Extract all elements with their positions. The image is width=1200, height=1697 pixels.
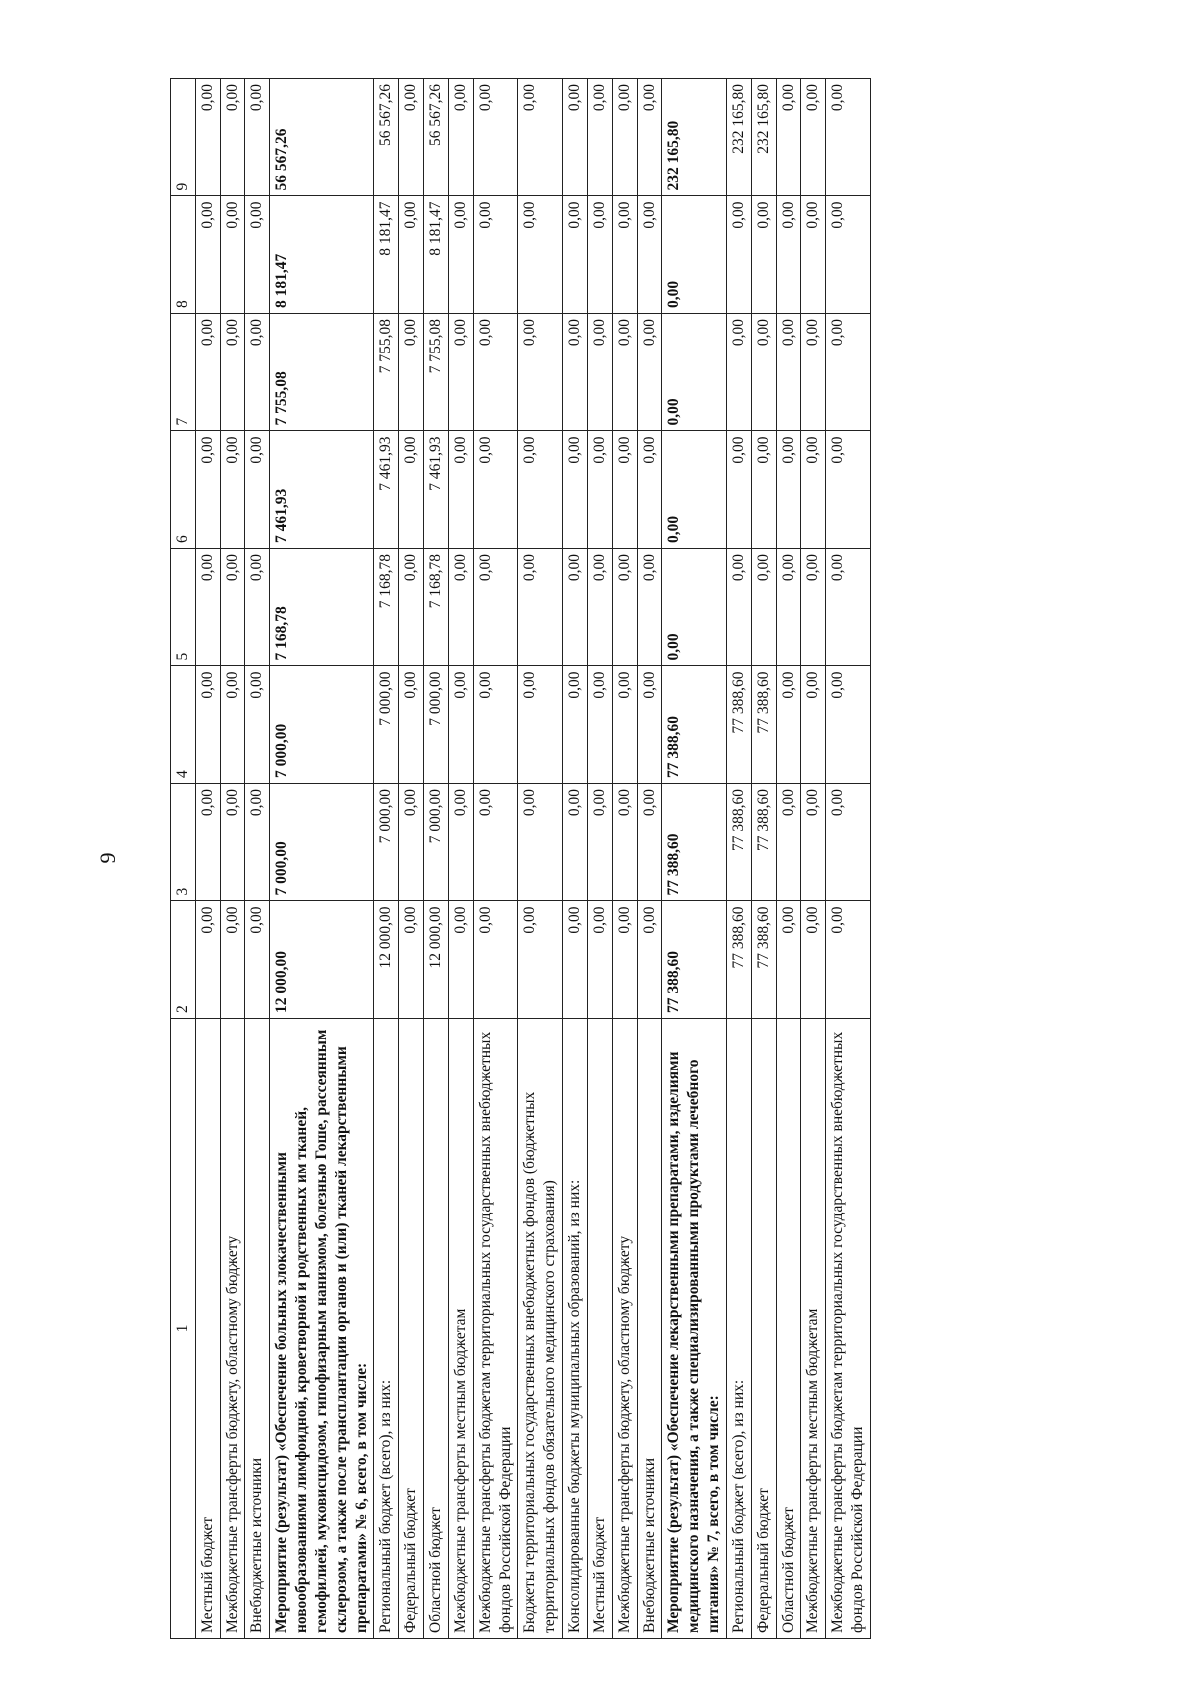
row-value-col-2: 0,00 bbox=[637, 901, 662, 1019]
row-value-col-6: 0,00 bbox=[587, 431, 612, 549]
row-value-col-3: 0,00 bbox=[518, 784, 563, 902]
row-value-col-4: 7 000,00 bbox=[374, 666, 399, 784]
row-value-col-2: 77 388,60 bbox=[751, 901, 776, 1019]
row-label: Местный бюджет bbox=[195, 1019, 220, 1639]
row-label: Региональный бюджет (всего), из них: bbox=[374, 1019, 399, 1639]
row-value-col-4: 0,00 bbox=[776, 666, 801, 784]
table-row bbox=[751, 79, 776, 1639]
row-value-col-7: 0,00 bbox=[563, 314, 588, 432]
row-label: Межбюджетные трансферты бюджету, областному бюджету bbox=[612, 1019, 637, 1639]
column-header-2: 2 bbox=[171, 901, 196, 1019]
row-value-col-2: 0,00 bbox=[776, 901, 801, 1019]
row-value-col-8: 0,00 bbox=[399, 196, 424, 314]
row-label: Местный бюджет bbox=[587, 1019, 612, 1639]
row-value-col-5: 0,00 bbox=[220, 549, 245, 667]
row-value-col-2: 0,00 bbox=[220, 901, 245, 1019]
column-header-9: 9 bbox=[171, 79, 196, 197]
row-label: Мероприятие (результат) «Обеспечение больных злокачественными новообразованиями лимфоидной, кроветворной и родственных им тканей, гемофилией, муковисцидозом, гипофизарным нанизмом, болезнью Гоше, рассеянным склерозом, а также после трансплантации органов и (или) тканей лекарственными препаратами» № 6, всего, в том числе: bbox=[270, 1019, 374, 1639]
row-value-col-6: 0,00 bbox=[637, 431, 662, 549]
column-header-3: 3 bbox=[171, 784, 196, 902]
row-value-col-3: 0,00 bbox=[473, 784, 518, 902]
row-value-col-2: 0,00 bbox=[801, 901, 826, 1019]
row-value-col-7: 0,00 bbox=[220, 314, 245, 432]
row-value-col-5: 0,00 bbox=[518, 549, 563, 667]
row-value-col-6: 0,00 bbox=[612, 431, 637, 549]
column-header-8: 8 bbox=[171, 196, 196, 314]
row-value-col-9: 0,00 bbox=[587, 79, 612, 197]
row-value-col-6: 7 461,93 bbox=[270, 431, 374, 549]
row-value-col-2: 12 000,00 bbox=[270, 901, 374, 1019]
row-value-col-2: 0,00 bbox=[563, 901, 588, 1019]
row-value-col-3: 77 388,60 bbox=[726, 784, 751, 902]
row-value-col-8: 0,00 bbox=[448, 196, 473, 314]
row-value-col-7: 0,00 bbox=[448, 314, 473, 432]
row-value-col-4: 0,00 bbox=[826, 666, 871, 784]
row-value-col-8: 0,00 bbox=[726, 196, 751, 314]
row-value-col-6: 0,00 bbox=[448, 431, 473, 549]
row-value-col-4: 0,00 bbox=[637, 666, 662, 784]
row-value-col-9: 0,00 bbox=[399, 79, 424, 197]
row-value-col-9: 0,00 bbox=[826, 79, 871, 197]
row-label: Внебюджетные источники bbox=[637, 1019, 662, 1639]
row-value-col-8: 0,00 bbox=[473, 196, 518, 314]
row-value-col-7: 0,00 bbox=[776, 314, 801, 432]
table-row bbox=[612, 79, 637, 1639]
row-value-col-8: 0,00 bbox=[751, 196, 776, 314]
column-header-7: 7 bbox=[171, 314, 196, 432]
table-row bbox=[662, 79, 726, 1639]
row-label: Консолидированные бюджеты муниципальных образований, из них: bbox=[563, 1019, 588, 1639]
row-value-col-3: 0,00 bbox=[776, 784, 801, 902]
row-value-col-3: 0,00 bbox=[563, 784, 588, 902]
row-value-col-9: 0,00 bbox=[245, 79, 270, 197]
row-value-col-9: 0,00 bbox=[563, 79, 588, 197]
row-value-col-9: 56 567,26 bbox=[424, 79, 449, 197]
row-label: Федеральный бюджет bbox=[751, 1019, 776, 1639]
table-row bbox=[220, 79, 245, 1639]
row-value-col-9: 56 567,26 bbox=[374, 79, 399, 197]
row-value-col-5: 0,00 bbox=[399, 549, 424, 667]
row-value-col-9: 56 567,26 bbox=[270, 79, 374, 197]
row-value-col-7: 0,00 bbox=[612, 314, 637, 432]
table-row bbox=[826, 79, 871, 1639]
row-value-col-4: 77 388,60 bbox=[726, 666, 751, 784]
row-value-col-6: 0,00 bbox=[518, 431, 563, 549]
table-row bbox=[726, 79, 751, 1639]
row-value-col-9: 0,00 bbox=[801, 79, 826, 197]
row-value-col-7: 0,00 bbox=[518, 314, 563, 432]
table-row bbox=[448, 79, 473, 1639]
row-label: Бюджеты территориальных государственных внебюджетных фондов (бюджетных территориальных фондов обязательного медицинского страхования) bbox=[518, 1019, 563, 1639]
row-value-col-5: 0,00 bbox=[473, 549, 518, 667]
row-value-col-5: 7 168,78 bbox=[270, 549, 374, 667]
row-value-col-2: 0,00 bbox=[399, 901, 424, 1019]
row-value-col-8: 0,00 bbox=[801, 196, 826, 314]
row-value-col-7: 0,00 bbox=[637, 314, 662, 432]
row-value-col-7: 0,00 bbox=[662, 314, 726, 432]
row-value-col-9: 0,00 bbox=[776, 79, 801, 197]
row-value-col-3: 0,00 bbox=[587, 784, 612, 902]
row-value-col-2: 0,00 bbox=[612, 901, 637, 1019]
row-value-col-4: 0,00 bbox=[220, 666, 245, 784]
row-value-col-8: 0,00 bbox=[245, 196, 270, 314]
row-value-col-5: 0,00 bbox=[662, 549, 726, 667]
row-label: Межбюджетные трансферты бюджету, областному бюджету bbox=[220, 1019, 245, 1639]
row-value-col-2: 0,00 bbox=[195, 901, 220, 1019]
row-value-col-3: 0,00 bbox=[826, 784, 871, 902]
row-value-col-2: 0,00 bbox=[587, 901, 612, 1019]
row-value-col-9: 0,00 bbox=[220, 79, 245, 197]
row-value-col-9: 0,00 bbox=[195, 79, 220, 197]
row-label: Мероприятие (результат) «Обеспечение лекарственными препаратами, изделиями медицинского назначения, а также специализированными продуктами лечебного питания» № 7, всего, в том числе: bbox=[662, 1019, 726, 1639]
row-value-col-8: 0,00 bbox=[826, 196, 871, 314]
row-value-col-7: 7 755,08 bbox=[424, 314, 449, 432]
row-value-col-5: 0,00 bbox=[587, 549, 612, 667]
row-value-col-8: 0,00 bbox=[637, 196, 662, 314]
row-value-col-9: 0,00 bbox=[473, 79, 518, 197]
row-value-col-4: 77 388,60 bbox=[662, 666, 726, 784]
row-value-col-4: 0,00 bbox=[245, 666, 270, 784]
row-value-col-3: 7 000,00 bbox=[270, 784, 374, 902]
row-value-col-4: 0,00 bbox=[448, 666, 473, 784]
row-value-col-5: 0,00 bbox=[826, 549, 871, 667]
row-value-col-3: 0,00 bbox=[245, 784, 270, 902]
row-value-col-6: 7 461,93 bbox=[424, 431, 449, 549]
row-value-col-4: 0,00 bbox=[518, 666, 563, 784]
row-value-col-5: 0,00 bbox=[776, 549, 801, 667]
column-header-6: 6 bbox=[171, 431, 196, 549]
row-value-col-6: 0,00 bbox=[662, 431, 726, 549]
row-value-col-8: 0,00 bbox=[776, 196, 801, 314]
row-value-col-3: 0,00 bbox=[399, 784, 424, 902]
row-label: Областной бюджет bbox=[424, 1019, 449, 1639]
row-label: Областной бюджет bbox=[776, 1019, 801, 1639]
row-value-col-4: 0,00 bbox=[473, 666, 518, 784]
row-value-col-3: 7 000,00 bbox=[424, 784, 449, 902]
row-value-col-8: 8 181,47 bbox=[374, 196, 399, 314]
table-row bbox=[374, 79, 399, 1639]
row-value-col-6: 0,00 bbox=[399, 431, 424, 549]
row-value-col-9: 0,00 bbox=[637, 79, 662, 197]
row-value-col-3: 77 388,60 bbox=[662, 784, 726, 902]
row-value-col-6: 0,00 bbox=[801, 431, 826, 549]
row-value-col-8: 0,00 bbox=[563, 196, 588, 314]
row-value-col-3: 0,00 bbox=[195, 784, 220, 902]
row-label: Межбюджетные трансферты бюджетам территориальных государственных внебюджетных фондов Российской Федерации bbox=[826, 1019, 871, 1639]
row-value-col-5: 7 168,78 bbox=[424, 549, 449, 667]
row-value-col-6: 0,00 bbox=[726, 431, 751, 549]
row-value-col-2: 0,00 bbox=[245, 901, 270, 1019]
row-value-col-4: 0,00 bbox=[399, 666, 424, 784]
row-value-col-2: 0,00 bbox=[518, 901, 563, 1019]
row-value-col-6: 0,00 bbox=[220, 431, 245, 549]
row-value-col-8: 8 181,47 bbox=[270, 196, 374, 314]
row-value-col-7: 0,00 bbox=[399, 314, 424, 432]
row-value-col-9: 232 165,80 bbox=[726, 79, 751, 197]
row-value-col-6: 0,00 bbox=[776, 431, 801, 549]
row-label: Региональный бюджет (всего), из них: bbox=[726, 1019, 751, 1639]
table-row bbox=[776, 79, 801, 1639]
table-row bbox=[563, 79, 588, 1639]
row-value-col-9: 0,00 bbox=[518, 79, 563, 197]
row-value-col-5: 0,00 bbox=[751, 549, 776, 667]
row-value-col-6: 0,00 bbox=[826, 431, 871, 549]
column-header-5: 5 bbox=[171, 549, 196, 667]
column-header-1: 1 bbox=[171, 1019, 196, 1639]
row-value-col-7: 0,00 bbox=[245, 314, 270, 432]
row-value-col-5: 0,00 bbox=[612, 549, 637, 667]
row-value-col-8: 0,00 bbox=[587, 196, 612, 314]
budget-table bbox=[170, 78, 871, 1639]
row-value-col-2: 0,00 bbox=[473, 901, 518, 1019]
row-value-col-4: 0,00 bbox=[612, 666, 637, 784]
row-value-col-3: 0,00 bbox=[448, 784, 473, 902]
table-row bbox=[399, 79, 424, 1639]
row-value-col-5: 0,00 bbox=[801, 549, 826, 667]
row-value-col-6: 0,00 bbox=[245, 431, 270, 549]
row-value-col-2: 0,00 bbox=[826, 901, 871, 1019]
row-value-col-9: 232 165,80 bbox=[751, 79, 776, 197]
row-label: Межбюджетные трансферты местным бюджетам bbox=[448, 1019, 473, 1639]
row-value-col-5: 0,00 bbox=[726, 549, 751, 667]
row-value-col-8: 0,00 bbox=[662, 196, 726, 314]
row-value-col-6: 0,00 bbox=[195, 431, 220, 549]
row-value-col-5: 0,00 bbox=[448, 549, 473, 667]
row-value-col-9: 232 165,80 bbox=[662, 79, 726, 197]
table-row bbox=[473, 79, 518, 1639]
table-row bbox=[195, 79, 220, 1639]
table-row bbox=[801, 79, 826, 1639]
row-value-col-5: 0,00 bbox=[637, 549, 662, 667]
row-value-col-7: 0,00 bbox=[195, 314, 220, 432]
row-value-col-2: 0,00 bbox=[448, 901, 473, 1019]
row-label: Межбюджетные трансферты местным бюджетам bbox=[801, 1019, 826, 1639]
row-value-col-4: 0,00 bbox=[563, 666, 588, 784]
row-value-col-4: 0,00 bbox=[801, 666, 826, 784]
row-value-col-4: 0,00 bbox=[587, 666, 612, 784]
row-value-col-3: 0,00 bbox=[637, 784, 662, 902]
row-value-col-2: 77 388,60 bbox=[726, 901, 751, 1019]
page-number: 9 bbox=[95, 852, 120, 864]
row-value-col-7: 0,00 bbox=[826, 314, 871, 432]
row-value-col-4: 77 388,60 bbox=[751, 666, 776, 784]
row-value-col-2: 77 388,60 bbox=[662, 901, 726, 1019]
row-value-col-6: 0,00 bbox=[751, 431, 776, 549]
row-value-col-9: 0,00 bbox=[448, 79, 473, 197]
row-value-col-4: 0,00 bbox=[195, 666, 220, 784]
row-value-col-8: 0,00 bbox=[195, 196, 220, 314]
row-value-col-2: 12 000,00 bbox=[374, 901, 399, 1019]
table-row bbox=[245, 79, 270, 1639]
row-label: Внебюджетные источники bbox=[245, 1019, 270, 1639]
row-value-col-6: 7 461,93 bbox=[374, 431, 399, 549]
table-row bbox=[587, 79, 612, 1639]
row-value-col-8: 0,00 bbox=[220, 196, 245, 314]
table-header-row bbox=[171, 79, 196, 1639]
row-value-col-3: 0,00 bbox=[612, 784, 637, 902]
table-row bbox=[518, 79, 563, 1639]
row-value-col-7: 7 755,08 bbox=[374, 314, 399, 432]
row-value-col-4: 7 000,00 bbox=[424, 666, 449, 784]
row-value-col-7: 0,00 bbox=[587, 314, 612, 432]
row-value-col-9: 0,00 bbox=[612, 79, 637, 197]
table-row bbox=[270, 79, 374, 1639]
row-label: Межбюджетные трансферты бюджетам территориальных государственных внебюджетных фондов Российской Федерации bbox=[473, 1019, 518, 1639]
row-value-col-8: 0,00 bbox=[518, 196, 563, 314]
table-row bbox=[637, 79, 662, 1639]
row-value-col-5: 0,00 bbox=[195, 549, 220, 667]
row-value-col-3: 77 388,60 bbox=[751, 784, 776, 902]
row-value-col-7: 7 755,08 bbox=[270, 314, 374, 432]
row-value-col-6: 0,00 bbox=[563, 431, 588, 549]
row-value-col-5: 0,00 bbox=[563, 549, 588, 667]
row-value-col-4: 7 000,00 bbox=[270, 666, 374, 784]
row-value-col-7: 0,00 bbox=[751, 314, 776, 432]
row-value-col-3: 7 000,00 bbox=[374, 784, 399, 902]
row-value-col-5: 7 168,78 bbox=[374, 549, 399, 667]
column-header-4: 4 bbox=[171, 666, 196, 784]
row-label: Федеральный бюджет bbox=[399, 1019, 424, 1639]
table-row bbox=[424, 79, 449, 1639]
row-value-col-3: 0,00 bbox=[801, 784, 826, 902]
row-value-col-2: 12 000,00 bbox=[424, 901, 449, 1019]
row-value-col-7: 0,00 bbox=[726, 314, 751, 432]
row-value-col-5: 0,00 bbox=[245, 549, 270, 667]
row-value-col-6: 0,00 bbox=[473, 431, 518, 549]
row-value-col-3: 0,00 bbox=[220, 784, 245, 902]
row-value-col-8: 8 181,47 bbox=[424, 196, 449, 314]
row-value-col-8: 0,00 bbox=[612, 196, 637, 314]
row-value-col-7: 0,00 bbox=[473, 314, 518, 432]
table-body bbox=[195, 79, 870, 1639]
row-value-col-7: 0,00 bbox=[801, 314, 826, 432]
